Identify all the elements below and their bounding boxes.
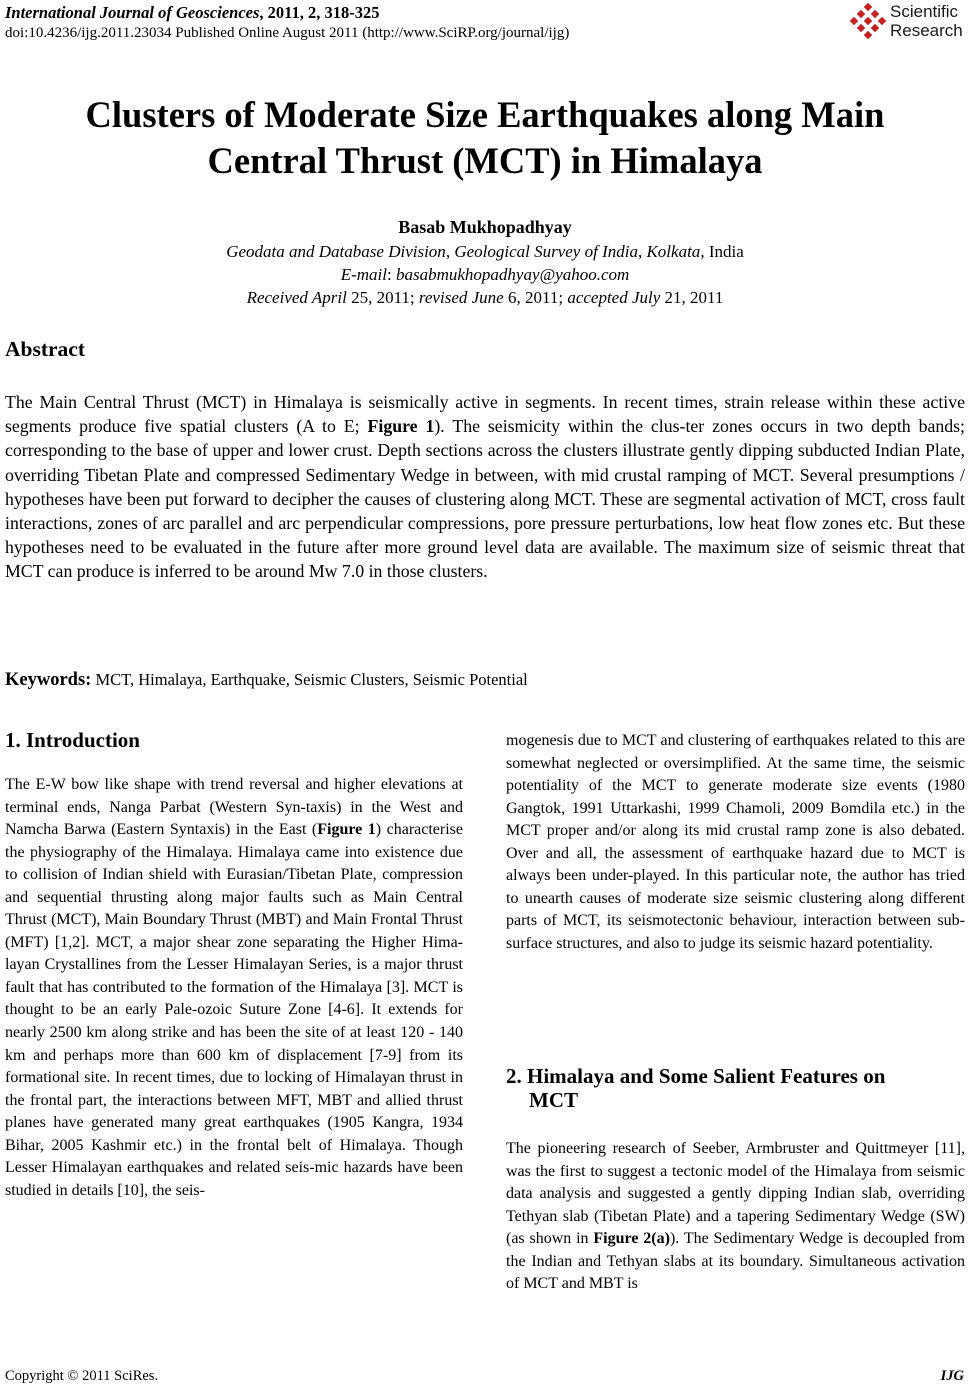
affiliation-city: Kolkata [646,242,701,261]
abstract-text-b: ). The seismicity within the clus-ter zones occurs in two depth bands; corresponding to the base of upper and lower crust. Depth sections across the clusters illustrate gently dipping subducted Indian Plate, overriding Tibetan Plate and compressed Sedimentary Wedge in between, with mid crustal ramping of MCT. Several presumptions / hypotheses have been put forward to decipher the causes of clustering along MCT. These are segmental activation of MCT, cross fault interactions, zones of arc parallel and arc perpendicular compressions, pore pressure perturbations, low heat flow zones etc. But these hypotheses need to be evaluated in the future after more ground level data are available. The maximum size of seismic threat that MCT can produce is inferred to be around Mw 7.0 in those clusters. [5,416,965,582]
journal-volume: , 2011, 2, 318-325 [259,3,380,22]
abstract-heading: Abstract [5,337,86,361]
intro-text-b: ) characterise the physiography of the Himalaya. Himalaya came into existence due to collision of Indian shield with Eurasian/Tibetan Plate, compression and sequential thrusting along major faults such as Main Central Thrust (MCT), Main Boundary Thrust (MBT) and Main Frontal Thrust (MFT) [1,2]. MCT, a major shear zone separating the Higher Hima-layan Crystallines from the Lesser Himalayan Series, is a major thrust fault that has contributed to the formation of the Himalaya [3]. MCT is thought to be an early Pale-ozoic Suture Zone [4-6]. It extends for nearly 2500 km along strike and has been the site of at least 120 - 140 km and perhaps more than 600 km of displacement [7-9] from its formational site. In recent times, due to locking of Himalayan thrust in the frontal part, the interactions between MFT, MBT and allied thrust planes have generated many great earthquakes (1905 Kangra, 1934 Bihar, 2005 Kashmir etc.) in the frontal belt of Himalaya. Though Lesser Himalayan earthquakes and related seis-mic hazards have been studied in details [10], the seis- [5,821,463,1199]
logo-mark-icon [848,2,888,42]
accepted-date: 21, 2011 [660,288,724,307]
figure-ref[interactable]: Figure 2(a) [593,1230,670,1248]
journal-name: International Journal of Geosciences [5,3,260,22]
keywords-label: Keywords: [5,670,92,690]
publisher-logo [848,2,970,44]
section2-text-a: The pioneering research of Seeber, Armbruster and Quittmeyer [11], was the first to suggest a tectonic model of the Himalaya from seismic data analysis and suggested a gently dipping Indian slab, overriding Tethyan slab (Tibetan Plate) and a tapering Sedimentary Wedge (SW) (as shown in [506,1140,965,1248]
copyright-footer: Copyright © 2011 SciRes. [5,1368,159,1384]
affiliation-survey: Geological Survey of India [454,242,638,261]
abstract-text-a: The Main Central Thrust (MCT) in Himalaya is seismically active in segments. In recent times, strain release within these active segments produce five spatial clusters (A to E; [5,392,965,437]
section2-text [506,1138,965,1296]
affiliation: Geodata and Database Division, Geological Survey of India, Kolkata, India [226,242,744,261]
section2-heading-line2: MCT [529,1088,578,1112]
title-line1: Clusters of Moderate Size Earthquakes along Main [85,94,885,135]
introduction-text [5,774,463,1202]
revised-date: 6, 2011; [503,288,568,307]
received-dates [0,288,970,308]
introduction-text-continued: mogenesis due to MCT and clustering of earthquakes related to this are somewhat neglected or oversimplified. At the same time, the seismic potentiality of the MCT to generate moderate size events (1980 Gangtok, 1991 Uttarkashi, 1999 Chamoli, 2009 Bomdila etc.) in the MCT proper and/or along its mid crustal ramp zone is also debated. Over and all, the assessment of earthquake hazard due to MCT is always been under-played. In this particular note, the author has tried to unearth causes of moderate size seismic clustering along different parts of MCT, its seismotectonic behaviour, interaction between sub-surface structures, and also to judge its seismic hazard potentiality. [506,732,965,952]
received-date: 25, 2011; [346,288,419,307]
section2-heading-line1: 2. Himalaya and Some Salient Features on [506,1064,886,1088]
received-label: Received April [246,288,347,307]
keywords [5,670,528,691]
logo-text [890,2,963,40]
email-address[interactable]: basabmukhopadhyay@yahoo.com [395,265,630,284]
revised-label: revised June [418,288,504,307]
logo-line2: Research [890,21,963,40]
keywords-text: MCT, Himalaya, Earthquake, Seismic Clusters, Seismic Potential [91,670,528,689]
section-heading-introduction: 1. Introduction [5,728,140,752]
figure-ref[interactable]: Figure 1 [317,821,376,839]
paper-title [0,92,970,184]
accepted-label: accepted July [567,288,661,307]
figure-ref[interactable]: Figure 1 [367,416,435,437]
logo-line1: Scientific [890,2,959,21]
intro-text-a: The E-W bow like shape with trend reversal and higher elevations at terminal ends, Nanga Parbat (Western Syn-taxis) in the West and Namcha Barwa (Eastern Syntaxis) in the East ( [5,776,463,839]
section2-text-b: ). The Sedimentary Wedge is decoupled from the Indian and Tethyan slabs at its boundary. Simultaneous activation of MCT and MBT is [506,1230,966,1293]
abstract-text [5,390,965,584]
affiliation-division: Geodata and Database Division [226,242,446,261]
author-name: Basab Mukhopadhyay [398,217,572,237]
journal-header [5,3,380,23]
affiliation-country: , India [700,242,744,261]
email-label: E-mail [340,265,387,284]
title-line2: Central Thrust (MCT) in Himalaya [207,140,763,181]
journal-abbreviation: IJG [940,1368,964,1384]
section-heading-himalaya [506,1064,885,1112]
author-email: E-mail: basabmukhopadhyay@yahoo.com [340,265,630,284]
doi-line: doi:10.4236/ijg.2011.23034 Published Online August 2011 (http://www.SciRP.org/journal/ijg) [5,25,570,41]
